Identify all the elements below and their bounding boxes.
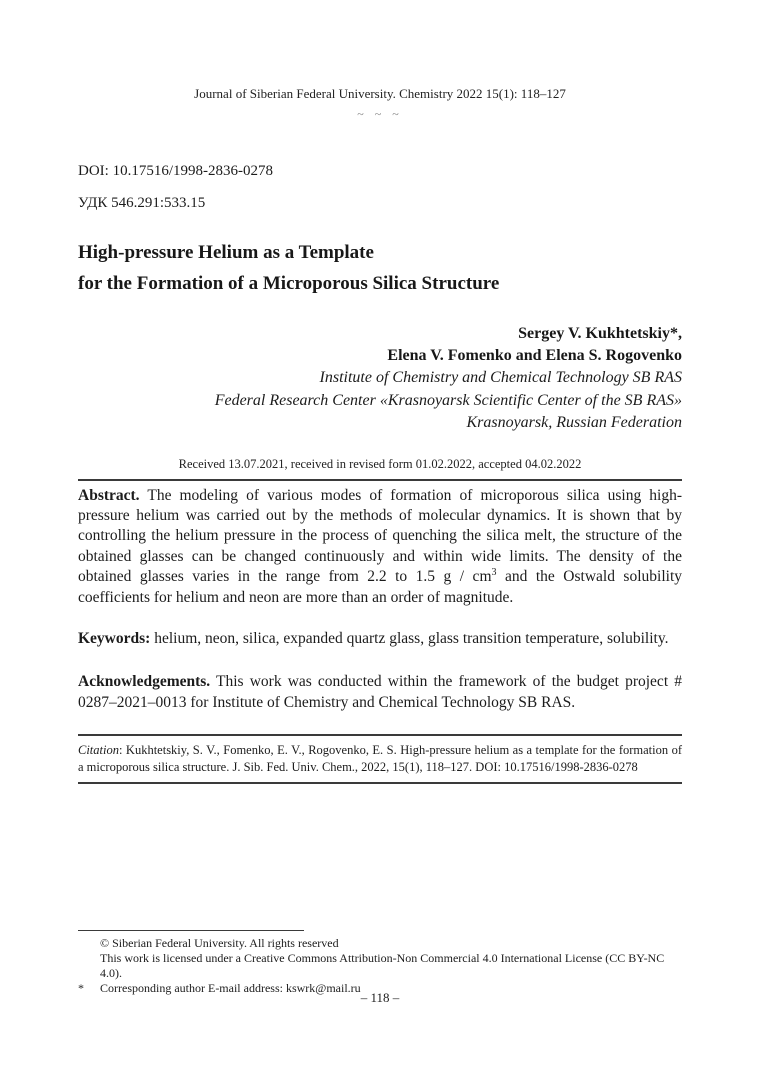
journal-header: Journal of Siberian Federal University. Chemistry 2022 15(1): 118–127: [194, 86, 566, 101]
acknowledgements-label: Acknowledgements.: [78, 673, 211, 691]
license-line: This work is licensed under a Creative Commons Attribution-Non Commercial 4.0 International License (CC BY-NC 4.0).: [100, 951, 665, 980]
acknowledgements-paragraph: [78, 672, 682, 713]
affiliation-city: Krasnoyarsk, Russian Federation: [466, 414, 682, 431]
author-names-2: Elena V. Fomenko and Elena S. Rogovenko: [387, 347, 682, 364]
abstract-paragraph: [78, 486, 682, 608]
udc-line: УДК 546.291:533.15: [78, 195, 206, 211]
acknowledgements-text: This work was conducted within the framework of the budget project # 0287–2021–0013 for Institute of Chemistry and Chemical Technology SB RAS.: [78, 673, 682, 711]
copyright-line: © Siberian Federal University. All rights reserved: [100, 936, 339, 950]
abstract-text-continued: and the Ostwald solubility coefficients for helium and neon are more than an order of magnitude.: [78, 568, 682, 606]
abstract-text: The modeling of various modes of formation of microporous silica using high-pressure helium was carried out by the methods of molecular dynamics. It is shown that by controlling the helium pressure in the process of quenching the silica melt, the structure of the obtained glasses can be changed continuously and within wide limits. The density of the obtained glasses varies in the range from 2.2 to 1.5 g / cm: [78, 486, 682, 586]
footnote-divider: [78, 930, 304, 931]
keywords-label: Keywords:: [78, 629, 151, 647]
citation-block: [78, 734, 682, 784]
authors-block: [78, 323, 682, 435]
affiliation-research-center: Federal Research Center «Krasnoyarsk Scientific Center of the SB RAS»: [214, 391, 682, 409]
abstract-label: Abstract.: [78, 486, 140, 504]
article-title-line-2: for the Formation of a Microporous Silica Structure: [78, 273, 500, 294]
received-dates-line: Received 13.07.2021, received in revised form 01.02.2022, accepted 04.02.2022: [178, 456, 582, 471]
article-title-line-1: High-pressure Helium as a Template: [78, 242, 374, 263]
page-number: – 118 –: [360, 990, 400, 1005]
page-footer: [78, 930, 682, 996]
abstract-divider: [78, 479, 682, 481]
citation-label: Citation: [78, 743, 119, 758]
abstract-superscript: 3: [491, 566, 497, 578]
keywords-text: helium, neon, silica, expanded quartz glass, glass transition temperature, solubility.: [150, 629, 669, 647]
doi-line: DOI: 10.17516/1998-2836-0278: [78, 163, 273, 179]
article-title: [78, 237, 682, 299]
author-name-1: Sergey V. Kukhtetskiy*,: [518, 325, 682, 342]
corresponding-author-line: Corresponding author E-mail address: kswrk@mail.ru: [100, 981, 361, 995]
tilde-separator: ~ ~ ~: [357, 107, 403, 121]
affiliation-institute: Institute of Chemistry and Chemical Technology SB RAS: [319, 369, 682, 386]
citation-text: : Kukhtetskiy, S. V., Fomenko, E. V., Rogovenko, E. S. High-pressure helium as a template for the formation of a microporous silica structure. J. Sib. Fed. Univ. Chem., 2022, 15(1), 118–127. DOI: 10.17516/1998-2836-0278: [78, 743, 682, 774]
corresponding-asterisk: *: [78, 981, 84, 995]
keywords-paragraph: [78, 629, 682, 649]
